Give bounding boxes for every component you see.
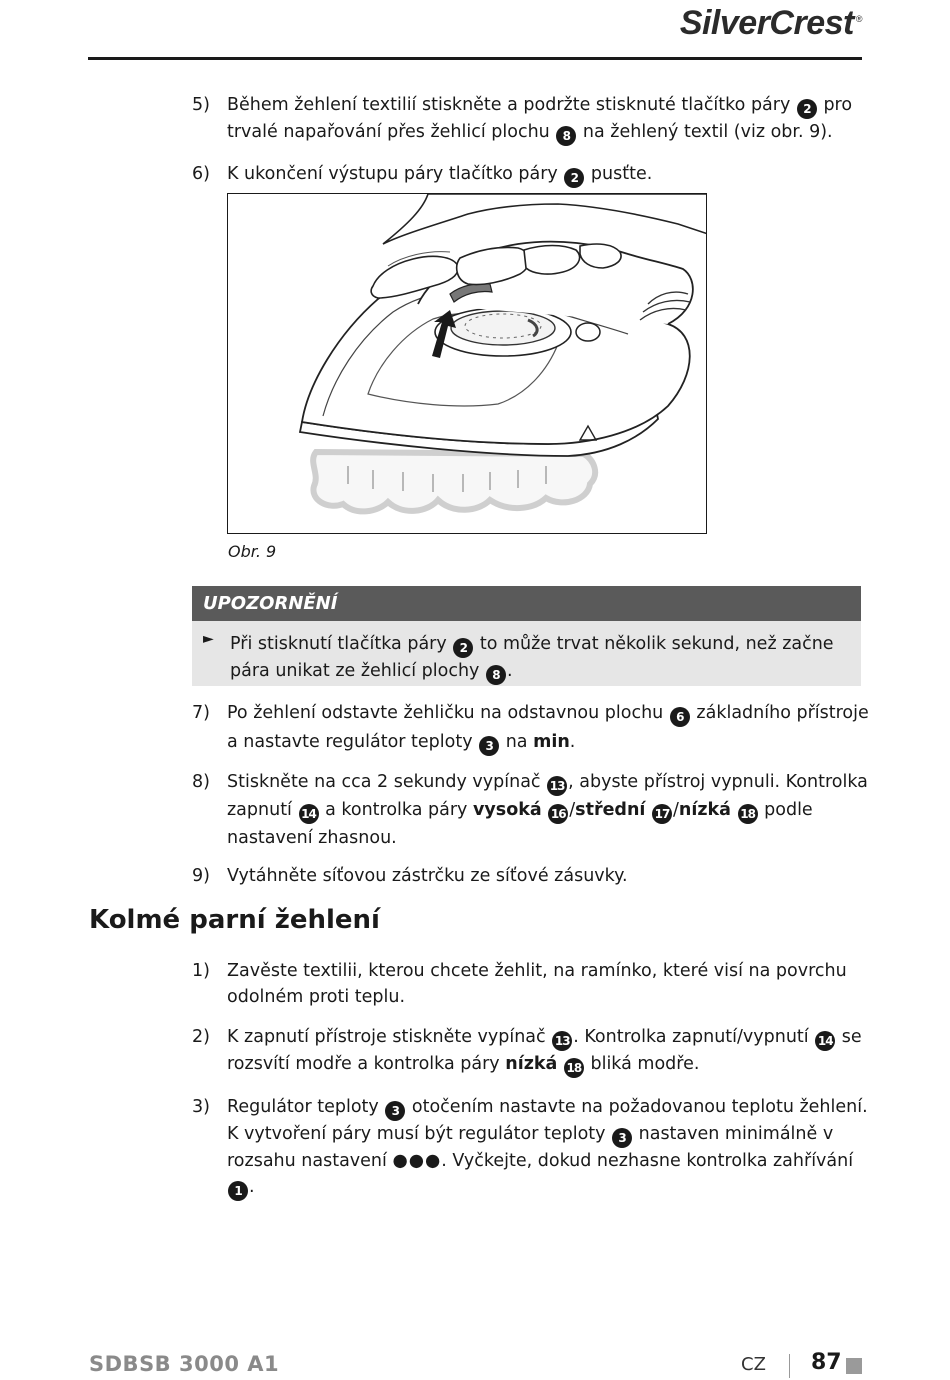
- footer-divider: [789, 1354, 790, 1378]
- page-number: 87: [811, 1350, 842, 1375]
- ref-badge: 2: [453, 638, 473, 658]
- step-text: Vytáhněte síťovou zástrčku ze síťové zásuvky.: [227, 866, 628, 886]
- step-number: 6): [192, 164, 210, 184]
- step-text: K ukončení výstupu páry tlačítko páry 2 pusťte.: [227, 161, 872, 188]
- step-number: 3): [192, 1097, 210, 1117]
- ref-badge: 3: [385, 1101, 405, 1121]
- section-title: Kolmé parní žehlení: [89, 905, 380, 935]
- ref-badge: 2: [564, 168, 584, 188]
- figure-caption: Obr. 9: [228, 542, 277, 561]
- ref-badge: 14: [299, 804, 319, 824]
- ref-badge: 1: [228, 1181, 248, 1201]
- ref-badge: 18: [738, 804, 758, 824]
- warning-body: [192, 621, 861, 686]
- footer-square-icon: [846, 1358, 862, 1374]
- ref-badge: 2: [797, 99, 817, 119]
- ref-badge: 14: [815, 1031, 835, 1051]
- ref-badge: 13: [552, 1031, 572, 1051]
- registered-mark: ®: [855, 14, 862, 24]
- ref-badge: 13: [547, 776, 567, 796]
- footer-language: CZ: [741, 1354, 766, 1375]
- bullet-arrow-icon: ►: [203, 631, 214, 647]
- step-text: K zapnutí přístroje stiskněte vypínač 13 . Kontrolka zapnutí/vypnutí 14 se rozsvítí modře a kontrolka páry nízká 18 bliká modře.: [227, 1024, 872, 1078]
- ref-badge: 8: [486, 665, 506, 685]
- step-number: 9): [192, 866, 210, 886]
- step-text: Stiskněte na cca 2 sekundy vypínač 13 , abyste přístroj vypnuli. Kontrolka zapnutí 14 a kontrolka páry vysoká 16 /střední 17 /nízká 18 podle nastavení zhasnou.: [227, 772, 868, 848]
- step-text: Během žehlení textilií stiskněte a podržte stisknuté tlačítko páry 2 pro trvalé napařování přes žehlicí plochu 8 na žehlený textil (viz obr. 9).: [227, 92, 872, 146]
- setting-dots: ●●●: [392, 1151, 442, 1171]
- iron-steam-drawing: [228, 194, 707, 534]
- step-text: Po žehlení odstavte žehličku na odstavnou plochu 6 základního přístroje a nastavte regulátor teploty 3 na min.: [227, 699, 872, 757]
- warning-title: UPOZORNĚNÍ: [192, 586, 861, 621]
- step-number: 5): [192, 95, 210, 115]
- step-number: 1): [192, 961, 210, 981]
- brand-name: SilverCrest: [679, 4, 854, 42]
- ref-badge: 3: [612, 1128, 632, 1148]
- ref-badge: 6: [670, 707, 690, 727]
- ref-badge: 3: [479, 736, 499, 756]
- step-number: 8): [192, 772, 210, 792]
- iron-illustration: [227, 193, 707, 534]
- header-rule: [88, 57, 862, 60]
- step-number: 2): [192, 1027, 210, 1047]
- brand-logo: [680, 4, 862, 43]
- step-number: 7): [192, 703, 210, 723]
- ref-badge: 16: [548, 804, 568, 824]
- warning-text: Při stisknutí tlačítka páry 2 to může trvat několik sekund, než začne pára unikat ze žehlicí plochy 8 .: [230, 631, 853, 685]
- ref-badge: 8: [556, 126, 576, 146]
- step-text: Zavěste textilii, kterou chcete žehlit, na ramínko, které visí na povrchu odolném proti teplu.: [227, 961, 847, 1007]
- ref-badge: 18: [564, 1058, 584, 1078]
- step-text: Regulátor teploty 3 otočením nastavte na požadovanou teplotu žehlení. K vytvoření páry musí být regulátor teploty 3 nastaven minimálně v rozsahu nastavení ●●●. Vyčkejte, dokud nezhasne kontrolka zahřívání 1 .: [227, 1094, 872, 1201]
- ref-badge: 17: [652, 804, 672, 824]
- footer-model: SDBSB 3000 A1: [89, 1352, 280, 1376]
